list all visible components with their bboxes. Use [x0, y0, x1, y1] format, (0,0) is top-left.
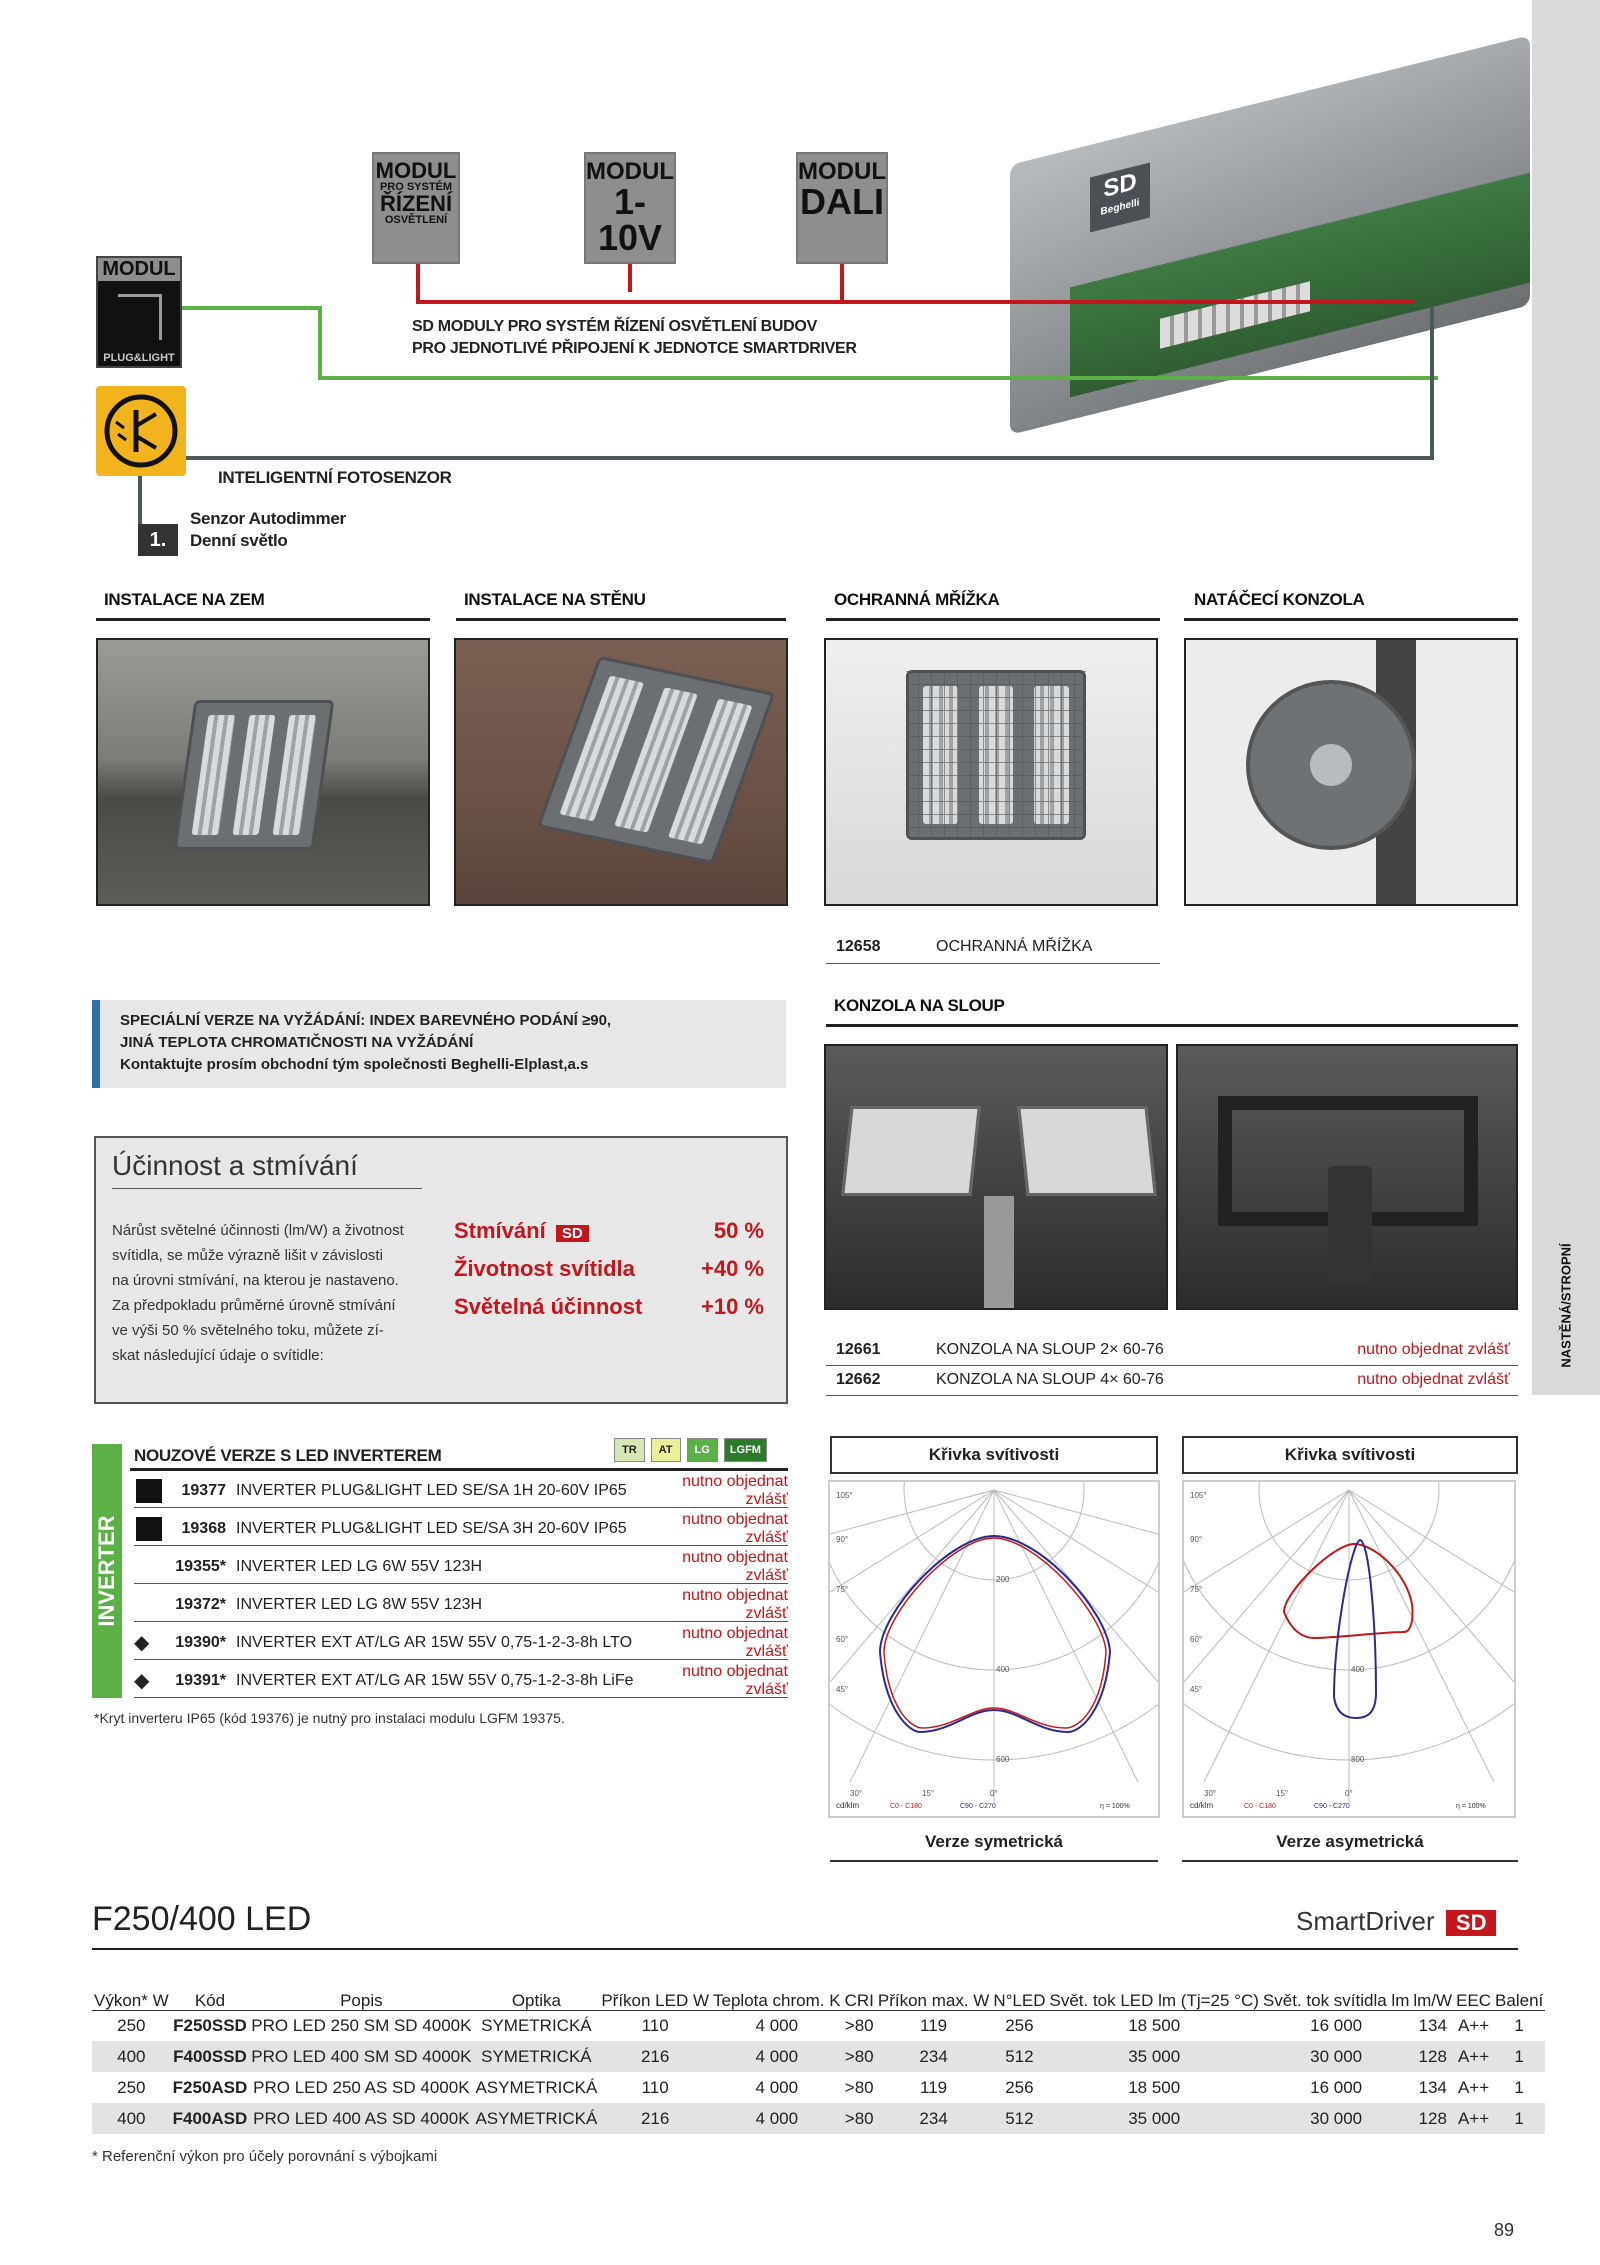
bracket-title: NATÁČECÍ KONZOLA: [1194, 590, 1365, 609]
module-plug-light: MODUL PLUG&LIGHT: [96, 256, 182, 368]
battery-icon: ◆: [134, 1670, 150, 1692]
photo-swivel-bracket: [1184, 638, 1518, 906]
module-1-10v: MODUL 1-10V: [584, 152, 676, 264]
polar-chart-symmetric: [828, 1480, 1160, 1818]
svg-text:90°: 90°: [836, 1535, 849, 1544]
curve-left-title: Křivka svítivosti: [830, 1436, 1158, 1474]
table-row: 250 F250SSD PRO LED 250 SM SD 4000K SYMETRICKÁ 110 4 000 >80 119 256 18 500 16 000 134 A++ 1: [117, 2015, 1524, 2035]
svg-text:0°: 0°: [990, 1789, 998, 1798]
svg-text:600: 600: [996, 1755, 1010, 1764]
photo-wall-install: [454, 638, 788, 906]
sensor-text: Senzor Autodimmer Denní světlo: [190, 509, 346, 550]
table-row: 400 F400SSD PRO LED 400 SM SD 4000K SYMETRICKÁ 216 4 000 >80 234 512 35 000 30 000 128 A++ 1: [92, 2041, 1545, 2072]
efficiency-item-lifetime: Životnost svítidla +40 %: [454, 1256, 764, 1281]
sd-badge: SD: [556, 1225, 589, 1242]
inverter-row-2: 19368 INVERTER PLUG&LIGHT LED SE/SA 3H 20-60V IP65 nutno objednat zvlášť: [134, 1512, 788, 1546]
svg-text:400: 400: [996, 1665, 1010, 1674]
svg-text:75°: 75°: [836, 1585, 849, 1594]
inverter-row-1: 19377 INVERTER PLUG&LIGHT LED SE/SA 1H 20-60V IP65 nutno objednat zvlášť: [134, 1474, 788, 1508]
svg-text:90°: 90°: [1190, 1535, 1203, 1544]
photo-protective-grid: [824, 638, 1158, 906]
sensor-number: 1.: [138, 524, 178, 556]
product-brand: SmartDriver SD: [1296, 1906, 1496, 1937]
svg-text:200: 200: [996, 1575, 1010, 1584]
inverter-side-label: INVERTER: [92, 1444, 122, 1698]
product-table: Výkon* W Kód Popis Optika Příkon LED W Teplota chrom. K CRI Příkon max. W N°LED Svět. tok LED lm (Tj=25 °C) Svět. tok svítidla lm lm/W EEC Balení 250 F250SSD PRO LED 250 SM SD 4000K SYMETRICKÁ 110 4 000 >80 119 256 18 500 16 000 134 A++ 1 400 F400SSD PRO LED 400 SM SD 4000K SYMETRICKÁ 216 4 000 >80 234 512 35 000 30 000 128 A++ 1 250 F250ASD PRO LED 250 AS SD 4000K ASYMETRICKÁ 110 4 000 >80 119 256 18 500 16 000 134 A++ 1 400 F400ASD PRO LED 400 AS SD 4000K ASYMETRICKÁ 216 4 000 >80 234 512 35 000 30 000 128 A++ 1: [92, 1960, 1545, 2134]
install-wall-title: INSTALACE NA STĚNU: [464, 590, 646, 609]
photo-pole-4x: [1176, 1044, 1518, 1310]
efficiency-item-dimming: Stmívání SD 50 %: [454, 1218, 764, 1243]
svg-text:30°: 30°: [1204, 1789, 1217, 1798]
curve-left-caption: Verze symetrická: [830, 1832, 1158, 1862]
curve-right-title: Křivka svítivosti: [1182, 1436, 1518, 1474]
svg-text:400: 400: [1351, 1665, 1365, 1674]
pole-bracket-title: KONZOLA NA SLOUP: [834, 996, 1005, 1015]
svg-text:cd/klm: cd/klm: [1190, 1801, 1214, 1810]
module-lighting-control: MODUL PRO SYSTÉM ŘÍZENÍ OSVĚTLENÍ: [372, 152, 460, 264]
svg-text:60°: 60°: [836, 1635, 849, 1644]
inverter-row-6: ◆ 19391* INVERTER EXT AT/LG AR 15W 55V 0,75-1-2-3-8h LiFe nutno objednat zvlášť: [134, 1662, 788, 1698]
svg-text:C90 - C270: C90 - C270: [960, 1803, 996, 1810]
product-footnote: * Referenční výkon pro účely porovnání s výbojkami: [92, 2148, 438, 2165]
inverter-badges: TR AT LG LGFM: [614, 1438, 767, 1462]
pole-row-1: 12661 KONZOLA NA SLOUP 2× 60-76 nutno objednat zvlášť: [826, 1336, 1518, 1366]
photo-pole-2x: [824, 1044, 1168, 1310]
efficiency-text: Nárůst světelné účinnosti (lm/W) a životnost svítidla, se může výrazně lišit v závislosti na úrovni stmívání, na kterou je nastaveno. Za předpokladu průměrné úrovně stmívání ve výši 50 % světelného toku, můžete zí- skat následující údaje o svítidle:: [112, 1222, 404, 1364]
photosensor-icon: [96, 386, 186, 476]
grid-code-row: 12658 OCHRANNÁ MŘÍŽKA: [826, 934, 1160, 964]
module-dali: MODUL DALI: [796, 152, 888, 264]
table-row: 400 F400ASD PRO LED 400 AS SD 4000K ASYMETRICKÁ 216 4 000 >80 234 512 35 000 30 000 128 A++ 1: [92, 2103, 1545, 2134]
battery-icon: ◆: [134, 1632, 150, 1654]
svg-text:15°: 15°: [1276, 1789, 1289, 1798]
efficiency-title: Účinnost a stmívání: [112, 1150, 358, 1181]
modules-caption: SD MODULY PRO SYSTÉM ŘÍZENÍ OSVĚTLENÍ BUDOV PRO JEDNOTLIVÉ PŘIPOJENÍ K JEDNOTCE SMARTDRIVER: [412, 318, 857, 357]
efficiency-box: [94, 1136, 788, 1404]
svg-text:800: 800: [1351, 1755, 1365, 1764]
inverter-title: NOUZOVÉ VERZE S LED INVERTEREM: [134, 1446, 442, 1465]
photosensor-label: INTELIGENTNÍ FOTOSENZOR: [218, 468, 452, 487]
svg-text:75°: 75°: [1190, 1585, 1203, 1594]
svg-text:15°: 15°: [922, 1789, 935, 1798]
inverter-row-5: ◆ 19390* INVERTER EXT AT/LG AR 15W 55V 0,75-1-2-3-8h LTO nutno objednat zvlášť: [134, 1624, 788, 1660]
page-number: 89: [1494, 2220, 1515, 2240]
svg-text:C90 - C270: C90 - C270: [1314, 1803, 1350, 1810]
svg-text:C0 - C180: C0 - C180: [1244, 1803, 1276, 1810]
install-ground-title: INSTALACE NA ZEM: [104, 590, 265, 609]
svg-text:η = 100%: η = 100%: [1456, 1803, 1486, 1810]
sd-badge: SD: [1446, 1910, 1497, 1936]
curve-right-caption: Verze asymetrická: [1182, 1832, 1518, 1862]
svg-text:C0 - C180: C0 - C180: [890, 1803, 922, 1810]
efficiency-item-efficacy: Světelná účinnost +10 %: [454, 1294, 764, 1319]
product-title: F250/400 LED: [92, 1900, 312, 1938]
pole-row-2: 12662 KONZOLA NA SLOUP 4× 60-76 nutno objednat zvlášť: [826, 1366, 1518, 1396]
driver-logo: SD Beghelli: [1090, 163, 1150, 233]
polar-chart-asymmetric: [1182, 1480, 1516, 1818]
inverter-row-3: 19355* INVERTER LED LG 6W 55V 123H nutno objednat zvlášť: [134, 1550, 788, 1584]
svg-text:η = 100%: η = 100%: [1100, 1803, 1130, 1810]
side-tab-label: NASTĚNÁ/STROPNÍ: [1558, 1242, 1574, 1368]
svg-text:45°: 45°: [1190, 1685, 1203, 1694]
grid-title: OCHRANNÁ MŘÍŽKA: [834, 590, 1000, 609]
svg-text:30°: 30°: [850, 1789, 863, 1798]
inverter-row-4: 19372* INVERTER LED LG 8W 55V 123H nutno objednat zvlášť: [134, 1588, 788, 1622]
table-row: 250 F250ASD PRO LED 250 AS SD 4000K ASYMETRICKÁ 110 4 000 >80 119 256 18 500 16 000 134 A++ 1: [117, 2077, 1524, 2097]
side-tab: [1532, 0, 1600, 1395]
svg-text:105°: 105°: [1190, 1491, 1207, 1500]
svg-text:45°: 45°: [836, 1685, 849, 1694]
special-versions-box: SPECIÁLNÍ VERZE NA VYŽÁDÁNÍ: INDEX BAREVNÉHO PODÁNÍ ≥90, JINÁ TEPLOTA CHROMATIČNOSTI NA VYŽÁDÁNÍ Kontaktujte prosím obchodní tým společnosti Beghelli-Elplast,a.s: [92, 1000, 786, 1088]
svg-text:60°: 60°: [1190, 1635, 1203, 1644]
svg-text:105°: 105°: [836, 1491, 853, 1500]
smartdriver-unit: [990, 40, 1530, 440]
svg-text:0°: 0°: [1345, 1789, 1353, 1798]
photo-ground-install: [96, 638, 430, 906]
svg-text:cd/klm: cd/klm: [836, 1801, 860, 1810]
inverter-footnote: *Kryt inverteru IP65 (kód 19376) je nutný pro instalaci modulu LGFM 19375.: [94, 1710, 565, 1726]
